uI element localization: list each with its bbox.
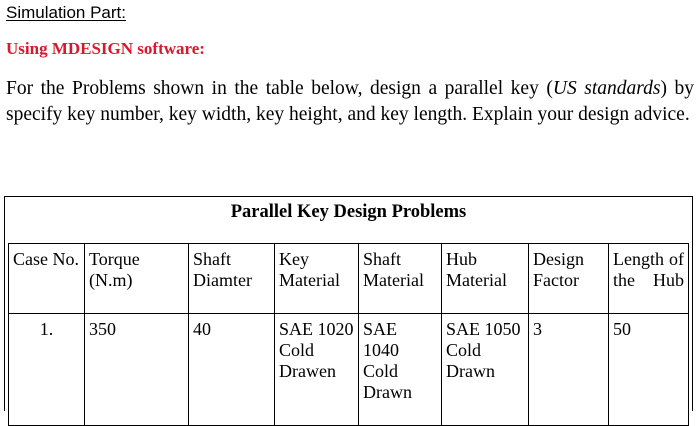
table-header-row [9, 244, 689, 314]
software-subheading: Using MDESIGN software: [6, 39, 205, 58]
cell-hub-material: SAE 1050 Cold Drawn [442, 314, 529, 426]
header-torque: Torque (N.m) [85, 244, 189, 314]
table-outer-border [4, 196, 5, 411]
cell-shaft-material: SAE 1040 Cold Drawn [359, 314, 442, 426]
design-problems-table [4, 196, 693, 411]
instructions-text-2: ) by specify key number, key width, key height, and key length. Explain your design advice. [6, 78, 695, 125]
table-row [9, 314, 689, 426]
cell-design-factor: 3 [529, 314, 609, 426]
cell-shaft-diameter: 40 [189, 314, 275, 426]
table-outer-border [692, 196, 693, 411]
instructions-text-1: For the Problems shown in the table below, design a parallel key ( [6, 78, 553, 99]
table-outer-border [4, 196, 693, 197]
cell-case: 1. [9, 314, 85, 426]
header-hub-length: Length of the Hub [609, 244, 689, 314]
header-case: Case No. [9, 244, 85, 314]
table-title: Parallel Key Design Problems [230, 202, 467, 222]
cell-hub-length: 50 [609, 314, 689, 426]
cell-torque: 350 [85, 314, 189, 426]
cell-key-material: SAE 1020 Cold Drawen [275, 314, 359, 426]
header-shaft-material: Shaft Material [359, 244, 442, 314]
header-design-factor: Design Factor [529, 244, 609, 314]
section-heading: Simulation Part: [6, 3, 126, 22]
header-key-material: Key Material [275, 244, 359, 314]
instructions-italic: US standards [552, 78, 661, 99]
parameters-table [8, 243, 689, 426]
header-shaft-diameter: Shaft Diamter [189, 244, 275, 314]
header-hub-material: Hub Material [442, 244, 529, 314]
instructions-paragraph [6, 76, 694, 128]
